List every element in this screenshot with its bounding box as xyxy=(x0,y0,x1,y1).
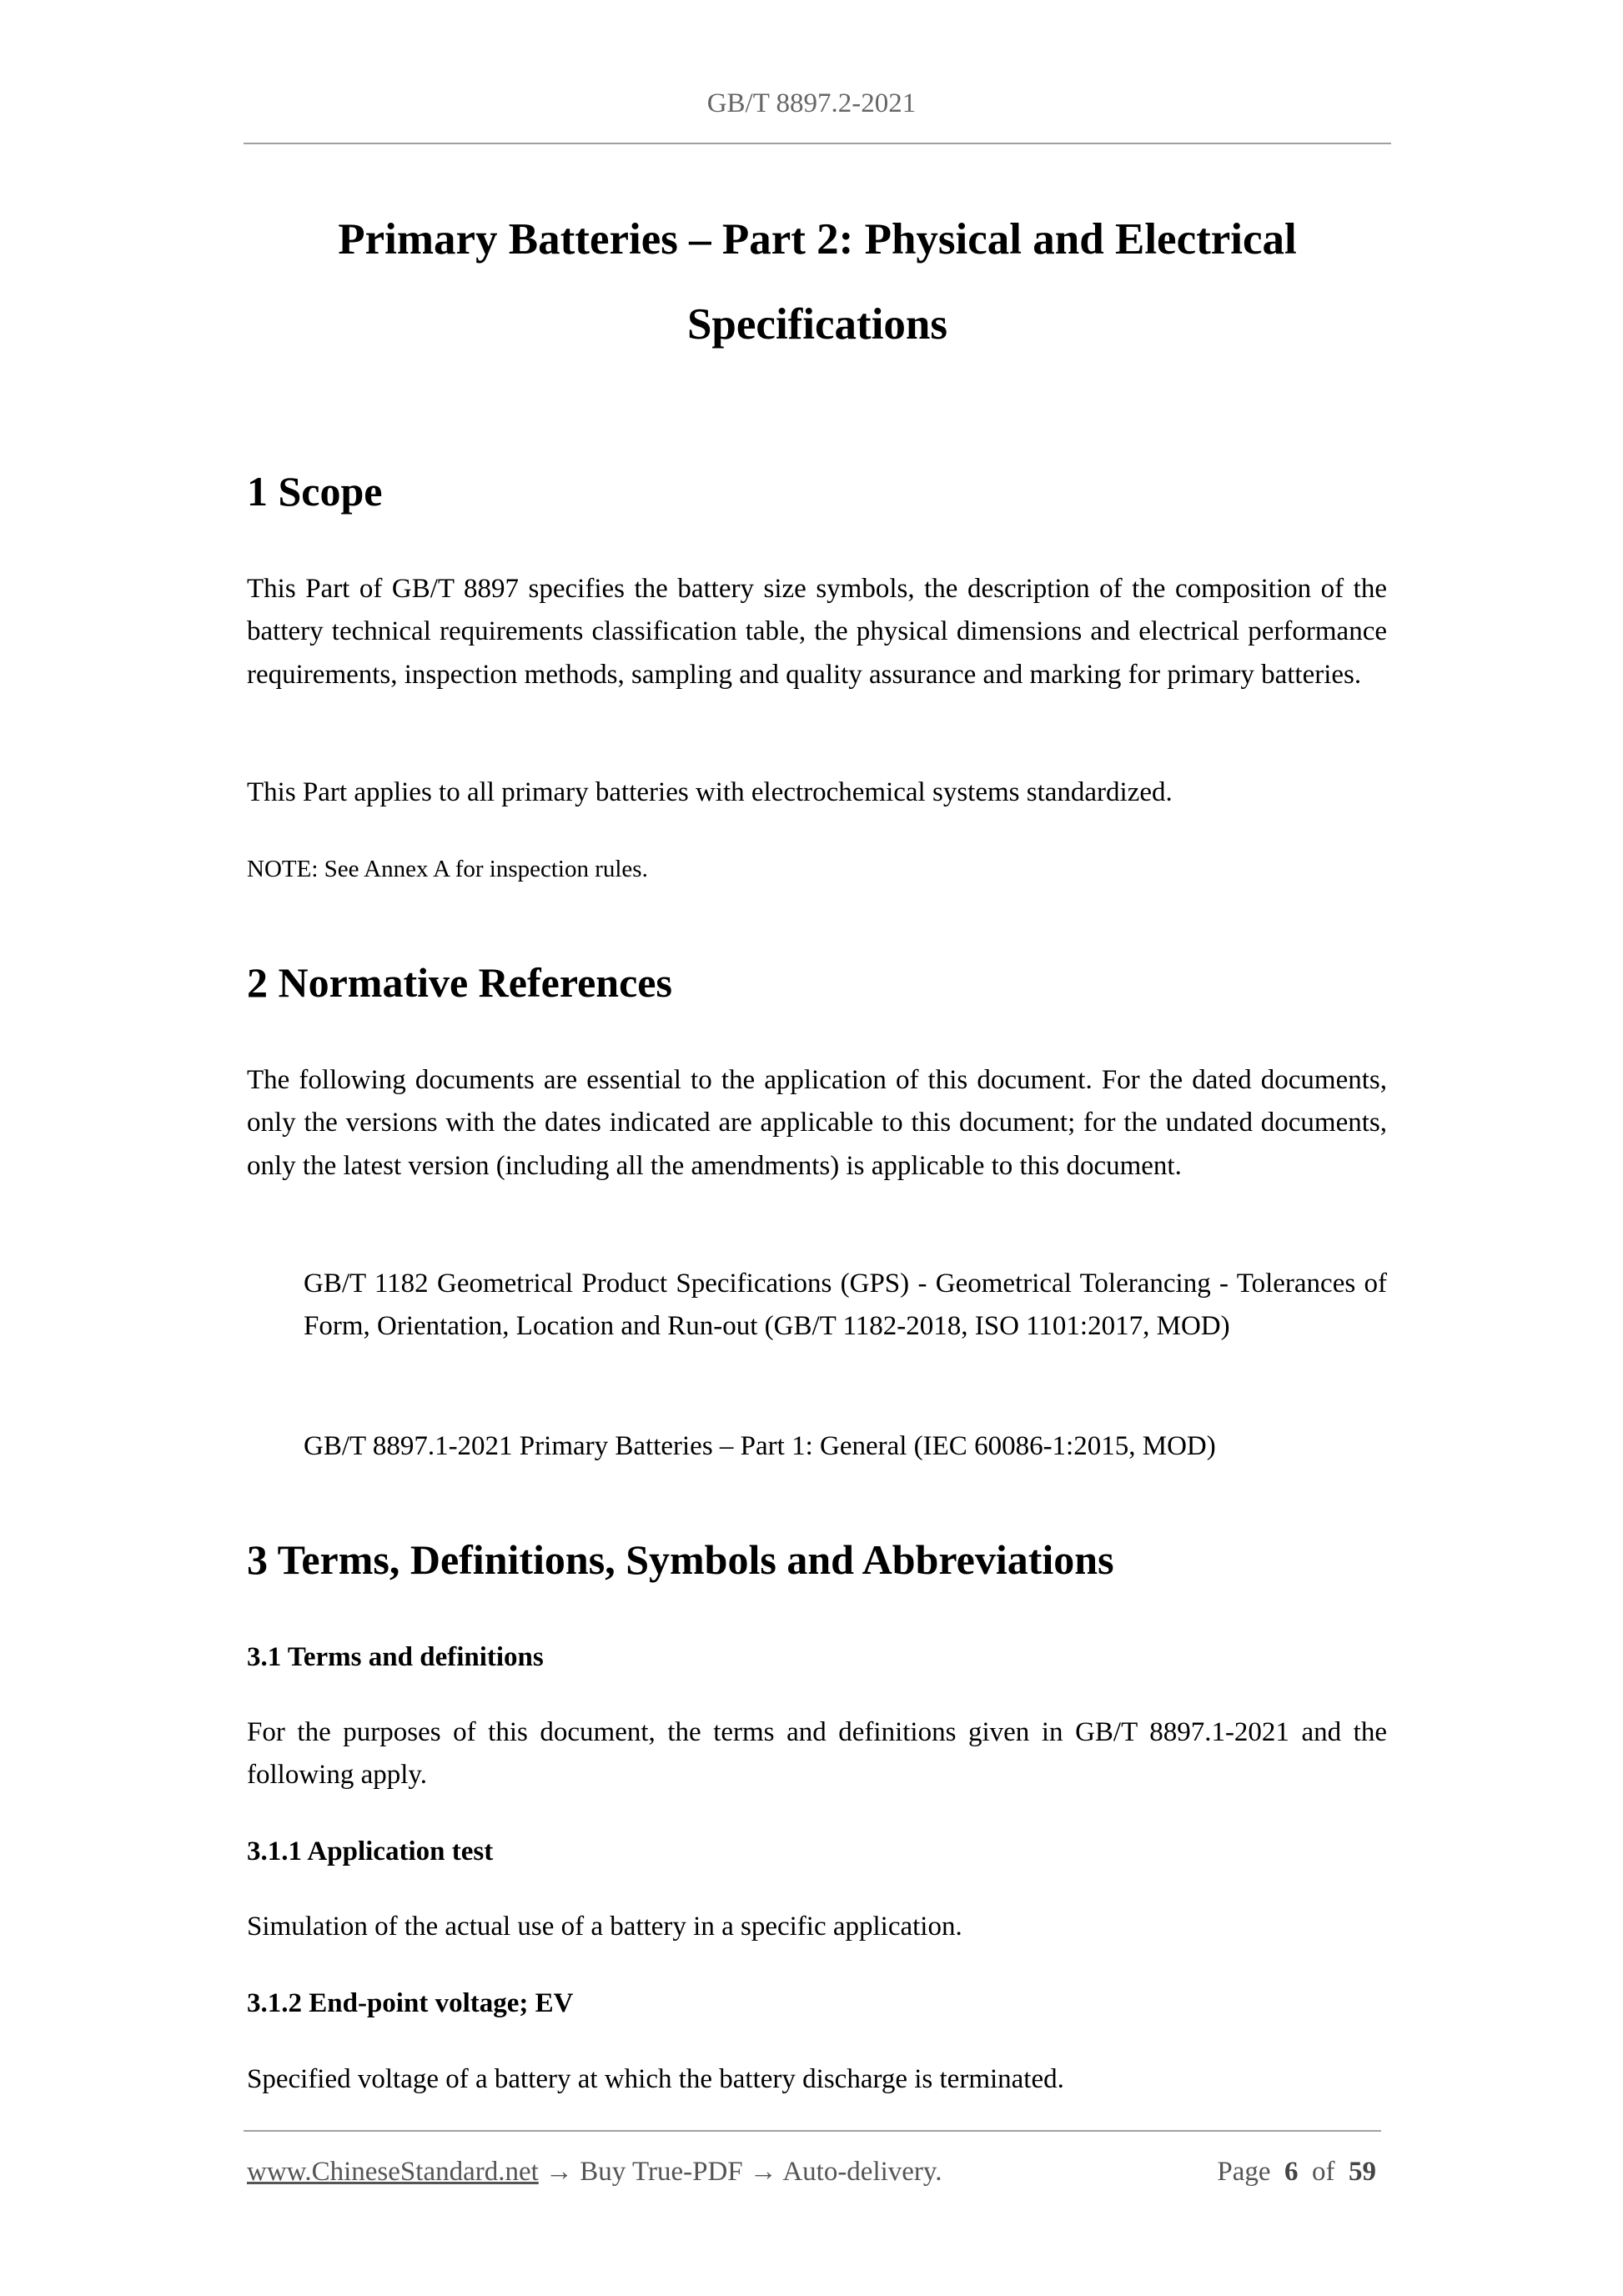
section-heading-normative-references: 2 Normative References xyxy=(247,959,672,1006)
scope-note: NOTE: See Annex A for inspection rules. xyxy=(247,856,648,882)
subsection-heading-terms-definitions: 3.1 Terms and definitions xyxy=(247,1642,544,1672)
term-definition-end-point-voltage: Specified voltage of a battery at which the battery discharge is terminated. xyxy=(247,2064,1064,2094)
section-heading-scope: 1 Scope xyxy=(247,468,383,515)
page-number xyxy=(1201,2152,1376,2192)
reference-item: GB/T 8897.1-2021 Primary Batteries – Part 1: General (IEC 60086-1:2015, MOD) xyxy=(304,1431,1216,1461)
term-definition-application-test: Simulation of the actual use of a battery in a specific application. xyxy=(247,1912,962,1942)
document-id-header: GB/T 8897.2-2021 xyxy=(706,88,917,118)
terms-paragraph: For the purposes of this document, the terms and definitions given in GB/T 8897.1-2021 and the following apply. xyxy=(247,1717,1387,1791)
header-rule xyxy=(244,143,1391,144)
scope-paragraph-1: This Part of GB/T 8897 specifies the battery size symbols, the description of the composition of the battery technical requirements classification table, the physical dimensions and electrical performance requirements, inspection methods, sampling and quality assurance and marking for primary batteries. xyxy=(247,574,1387,690)
scope-paragraph-2: This Part applies to all primary batteries with electrochemical systems standardized. xyxy=(247,777,1173,807)
term-heading-end-point-voltage: 3.1.2 End-point voltage; EV xyxy=(247,1988,574,2018)
page-label: Page xyxy=(1217,2157,1271,2187)
total-pages: 59 xyxy=(1349,2157,1376,2187)
of-label: of xyxy=(1312,2157,1335,2187)
footer-rule xyxy=(244,2130,1381,2132)
title-line-1: Primary Batteries – Part 2: Physical and Electrical xyxy=(338,215,1297,264)
section-heading-terms: 3 Terms, Definitions, Symbols and Abbreviations xyxy=(247,1536,1114,1583)
reference-item: GB/T 1182 Geometrical Product Specifications (GPS) - Geometrical Tolerancing - Tolerances of Form, Orientation, Location and Run-out (GB/T 1182-2018, ISO 1101:2017, MOD) xyxy=(304,1269,1387,1342)
arrow-right-icon: → xyxy=(545,2157,574,2187)
arrow-right-icon: → xyxy=(749,2157,777,2187)
delivery-text: Auto-delivery. xyxy=(782,2157,942,2187)
term-heading-application-test: 3.1.1 Application test xyxy=(247,1836,494,1866)
buy-text: Buy True-PDF xyxy=(580,2157,743,2187)
title-line-2: Specifications xyxy=(686,300,948,349)
document-title xyxy=(244,197,1391,367)
footer-promo xyxy=(247,2152,942,2192)
normative-paragraph: The following documents are essential to the application of this document. For the dated documents, only the versions with the dates indicated are applicable to this document; for the undated documents, only the latest version (including all the amendments) is applicable to this document. xyxy=(247,1065,1387,1181)
website-link[interactable]: www.ChineseStandard.net xyxy=(247,2157,539,2187)
current-page: 6 xyxy=(1284,2157,1299,2187)
